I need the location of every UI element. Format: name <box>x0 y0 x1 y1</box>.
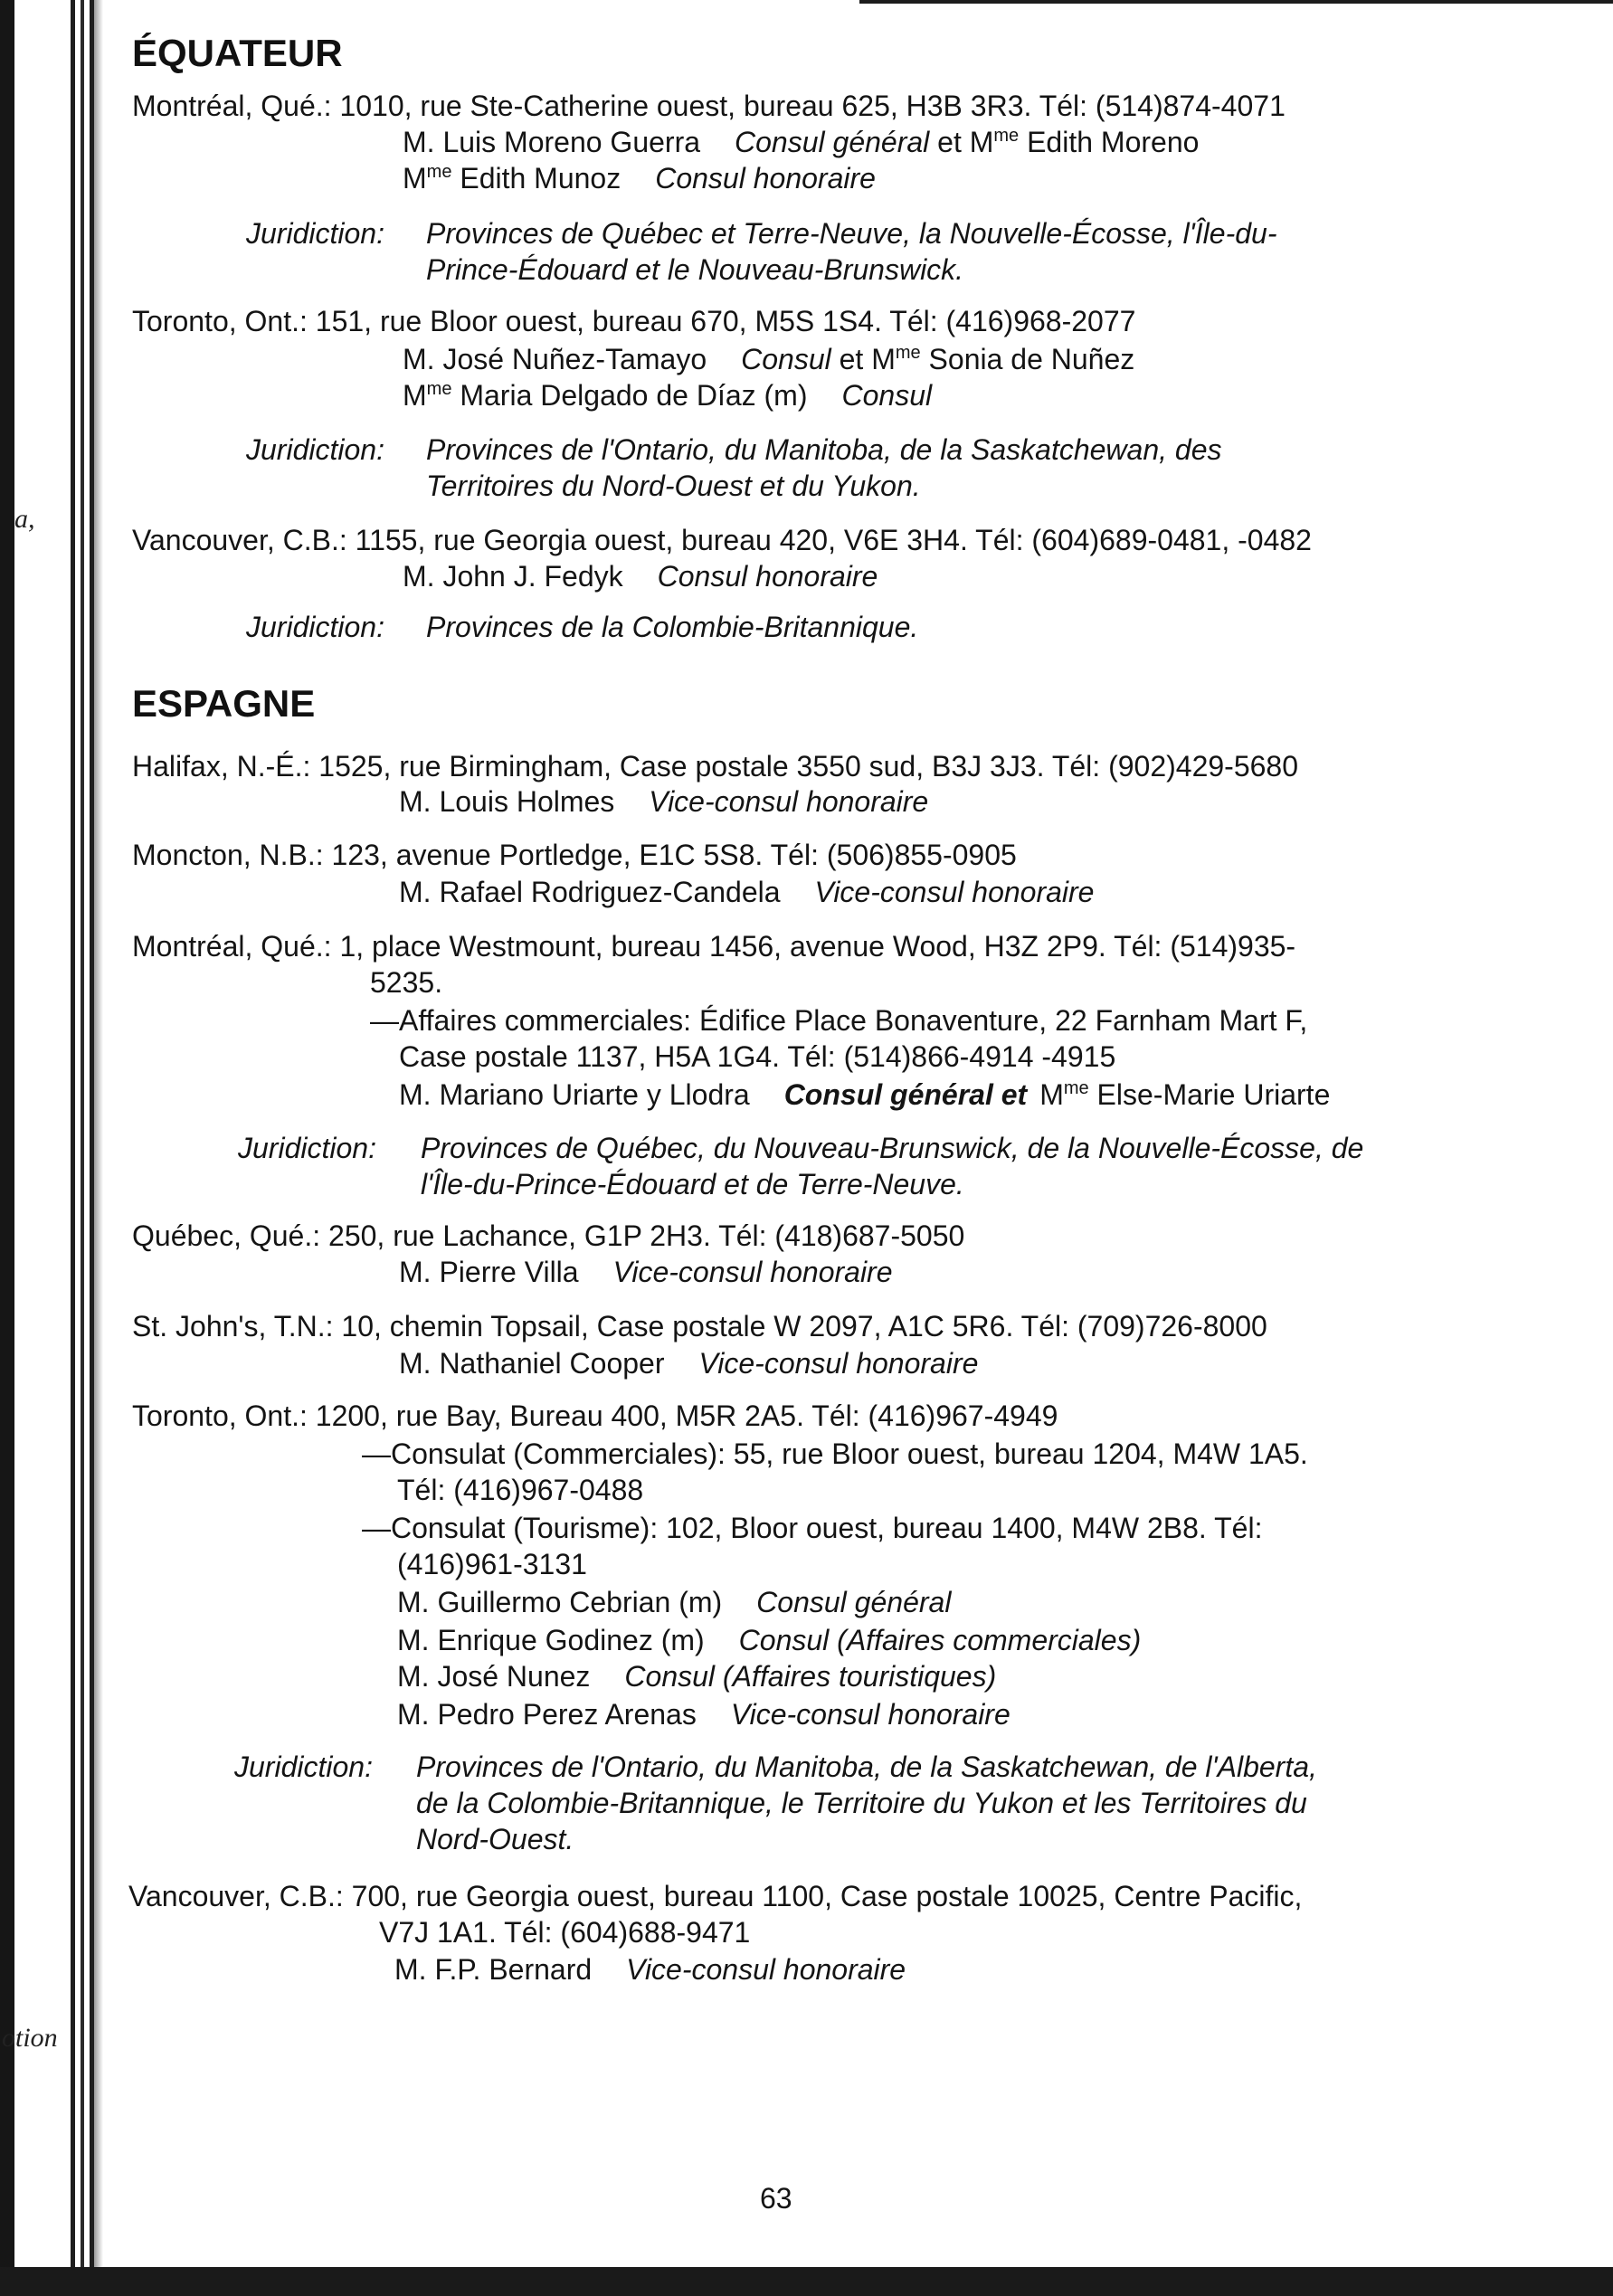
person-title: Consul honoraire <box>657 560 878 593</box>
jurisdiction-text: Provinces de Québec, du Nouveau-Brunswick, de la Nouvelle-Écosse, de <box>421 1132 1364 1164</box>
entry-annex-line: (416)961-3131 <box>397 1548 587 1580</box>
person-line <box>403 377 932 418</box>
person-line <box>399 874 1094 910</box>
scan-top-edge <box>859 0 1613 4</box>
scan-left-edge <box>0 0 14 2296</box>
person-title: Vice-consul honoraire <box>814 876 1095 908</box>
person-name: M. John J. Fedyk <box>403 560 623 593</box>
person-name: M. Nathaniel Cooper <box>399 1347 665 1380</box>
entry-address: 1, place Westmount, bureau 1456, avenue Wood, H3Z 2P9. Tél: (514)935- <box>339 930 1296 963</box>
jurisdiction-text: Provinces de la Colombie-Britannique. <box>426 611 919 643</box>
person-title: Consul <box>741 343 831 375</box>
entry-city: Halifax, N.-É.: <box>132 750 311 783</box>
person-name: M. F.P. Bernard <box>394 1953 593 1986</box>
entry-annex-line: —Consulat (Tourisme): 102, Bloor ouest, bureau 1400, M4W 2B8. Tél: <box>362 1512 1263 1544</box>
person-name: M. Mariano Uriarte y Llodra <box>399 1078 750 1111</box>
entry-city: Montréal, Qué.: <box>132 930 332 963</box>
person-name: M. Enrique Godinez (m) <box>397 1624 705 1656</box>
entry-annex-line: Case postale 1137, H5A 1G4. Tél: (514)866-4914 -4915 <box>399 1040 1116 1073</box>
person-name: M. Pierre Villa <box>399 1256 579 1288</box>
directory-entry-address <box>132 1218 964 1254</box>
person-line <box>397 1696 1010 1732</box>
person-name: M. José Nuñez-Tamayo <box>403 343 707 375</box>
entry-address-continued: 5235. <box>370 966 443 999</box>
directory-entry-address <box>132 522 1312 558</box>
honorific-superscript: me <box>426 379 452 399</box>
binding-line <box>71 0 75 2296</box>
person-line <box>403 341 1134 382</box>
person-name: M. Louis Holmes <box>399 785 615 818</box>
person-line <box>394 1951 906 1988</box>
entry-address-continued: V7J 1A1. Tél: (604)688-9471 <box>379 1916 751 1949</box>
person-line <box>399 1077 1330 1117</box>
entry-city: Toronto, Ont.: <box>132 1399 308 1432</box>
person-name: M. Pedro Perez Arenas <box>397 1698 697 1731</box>
person-line <box>399 783 928 820</box>
person-line <box>399 1254 893 1290</box>
page-number: 63 <box>760 2182 792 2215</box>
entry-annex-line: —Consulat (Commerciales): 55, rue Bloor ouest, bureau 1204, M4W 1A5. <box>362 1437 1308 1470</box>
entry-address: 1525, rue Birmingham, Case postale 3550 sud, B3J 3J3. Tél: (902)429-5680 <box>318 750 1298 783</box>
entry-city: Toronto, Ont.: <box>132 305 308 337</box>
entry-address: 1010, rue Ste-Catherine ouest, bureau 625, H3B 3R3. Tél: (514)874-4071 <box>339 90 1286 122</box>
person-honorific: M <box>403 162 427 194</box>
person-name: Maria Delgado de Díaz (m) <box>460 379 808 412</box>
person-title: Vice-consul honoraire <box>698 1347 979 1380</box>
honorific-superscript: me <box>1063 1078 1089 1098</box>
jurisdiction-text: Nord-Ouest. <box>416 1823 574 1855</box>
entry-address: 10, chemin Topsail, Case postale W 2097, A1C 5R6. Tél: (709)726-8000 <box>341 1310 1267 1342</box>
spouse-name: Edith Moreno <box>1027 126 1200 158</box>
directory-entry-address <box>132 88 1286 124</box>
entry-city: Québec, Qué.: <box>132 1219 321 1252</box>
person-title: Consul honoraire <box>655 162 876 194</box>
person-line <box>397 1658 996 1694</box>
directory-entry-address <box>132 303 1135 339</box>
entry-annex-line: Tél: (416)967-0488 <box>397 1474 644 1506</box>
jurisdiction-label: Juridiction: <box>238 1132 376 1164</box>
person-line <box>403 160 876 201</box>
spouse-name: Else-Marie Uriarte <box>1096 1078 1331 1111</box>
margin-fragment: a, <box>14 504 35 534</box>
directory-entry-address <box>132 748 1298 784</box>
entry-address: 250, rue Lachance, G1P 2H3. Tél: (418)687-5050 <box>328 1219 965 1252</box>
jurisdiction-text: Provinces de l'Ontario, du Manitoba, de la Saskatchewan, des <box>426 433 1222 466</box>
honorific-superscript: me <box>895 343 921 363</box>
entry-annex-line: —Affaires commerciales: Édifice Place Bonaventure, 22 Farnham Mart F, <box>370 1004 1308 1037</box>
section-heading: ESPAGNE <box>132 682 316 725</box>
person-title: Vice-consul honoraire <box>730 1698 1010 1731</box>
entry-address: 123, avenue Portledge, E1C 5S8. Tél: (506)855-0905 <box>331 839 1017 871</box>
scan-bottom-edge <box>0 2267 1613 2296</box>
person-title: Consul (Affaires touristiques) <box>624 1660 997 1693</box>
person-name: M. Guillermo Cebrian (m) <box>397 1586 723 1618</box>
person-name: M. Luis Moreno Guerra <box>403 126 701 158</box>
person-line <box>397 1584 951 1620</box>
spouse-name: Sonia de Nuñez <box>928 343 1135 375</box>
person-title: Consul général <box>783 1078 993 1111</box>
binding-shadow <box>94 0 103 2296</box>
entry-city: Moncton, N.B.: <box>132 839 324 871</box>
person-line <box>403 124 1199 165</box>
person-line <box>403 558 878 594</box>
directory-entry-address <box>132 837 1017 873</box>
person-line <box>397 1622 1141 1658</box>
entry-city: Montréal, Qué.: <box>132 90 332 122</box>
margin-fragment: otion <box>2 2023 58 2053</box>
person-honorific: M <box>403 379 427 412</box>
jurisdiction-text: de la Colombie-Britannique, le Territoire du Yukon et les Territoires du <box>416 1787 1307 1819</box>
honorific-superscript: me <box>993 126 1020 146</box>
jurisdiction-text: Provinces de l'Ontario, du Manitoba, de la Saskatchewan, de l'Alberta, <box>416 1750 1317 1783</box>
jurisdiction-text: Prince-Édouard et le Nouveau-Brunswick. <box>426 253 964 286</box>
person-conjunction: et <box>937 126 962 158</box>
person-title: Consul (Affaires commerciales) <box>738 1624 1142 1656</box>
spouse-honorific: M <box>969 126 994 158</box>
jurisdiction-text: l'Île-du-Prince-Édouard et de Terre-Neuve. <box>421 1168 964 1200</box>
directory-entry-address <box>132 1308 1267 1344</box>
jurisdiction-label: Juridiction: <box>246 433 384 466</box>
person-title: Vice-consul honoraire <box>626 1953 906 1986</box>
person-name: M. José Nunez <box>397 1660 591 1693</box>
entry-city: Vancouver, C.B.: <box>128 1880 344 1912</box>
binding-line <box>81 0 84 2296</box>
directory-entry-address <box>132 1398 1058 1434</box>
entry-city: Vancouver, C.B.: <box>132 524 347 556</box>
person-title: Vice-consul honoraire <box>612 1256 893 1288</box>
jurisdiction-label: Juridiction: <box>234 1750 373 1783</box>
person-name: M. Rafael Rodriguez-Candela <box>399 876 781 908</box>
directory-entry-address <box>128 1878 1302 1914</box>
jurisdiction-text: Territoires du Nord-Ouest et du Yukon. <box>426 470 921 502</box>
jurisdiction-label: Juridiction: <box>246 217 384 250</box>
section-heading: ÉQUATEUR <box>132 32 343 74</box>
entry-address: 1200, rue Bay, Bureau 400, M5R 2A5. Tél: (416)967-4949 <box>315 1399 1058 1432</box>
person-title: Vice-consul honoraire <box>649 785 929 818</box>
entry-address: 151, rue Bloor ouest, bureau 670, M5S 1S4. Tél: (416)968-2077 <box>315 305 1136 337</box>
directory-entry-address <box>132 928 1295 964</box>
person-conjunction: et <box>1001 1078 1028 1111</box>
jurisdiction-text: Provinces de Québec et Terre-Neuve, la Nouvelle-Écosse, l'Île-du- <box>426 217 1277 250</box>
person-line <box>399 1345 978 1381</box>
spouse-honorific: M <box>871 343 896 375</box>
person-title: Consul général <box>735 126 930 158</box>
entry-city: St. John's, T.N.: <box>132 1310 334 1342</box>
person-title: Consul général <box>756 1586 952 1618</box>
jurisdiction-label: Juridiction: <box>246 611 384 643</box>
entry-address: 700, rue Georgia ouest, bureau 1100, Case postale 10025, Centre Pacific, <box>351 1880 1303 1912</box>
honorific-superscript: me <box>426 162 452 182</box>
person-name: Edith Munoz <box>460 162 621 194</box>
person-title: Consul <box>841 379 933 412</box>
spouse-honorific: M <box>1039 1078 1064 1111</box>
entry-address: 1155, rue Georgia ouest, bureau 420, V6E 3H4. Tél: (604)689-0481, -0482 <box>355 524 1312 556</box>
person-conjunction: et <box>839 343 864 375</box>
